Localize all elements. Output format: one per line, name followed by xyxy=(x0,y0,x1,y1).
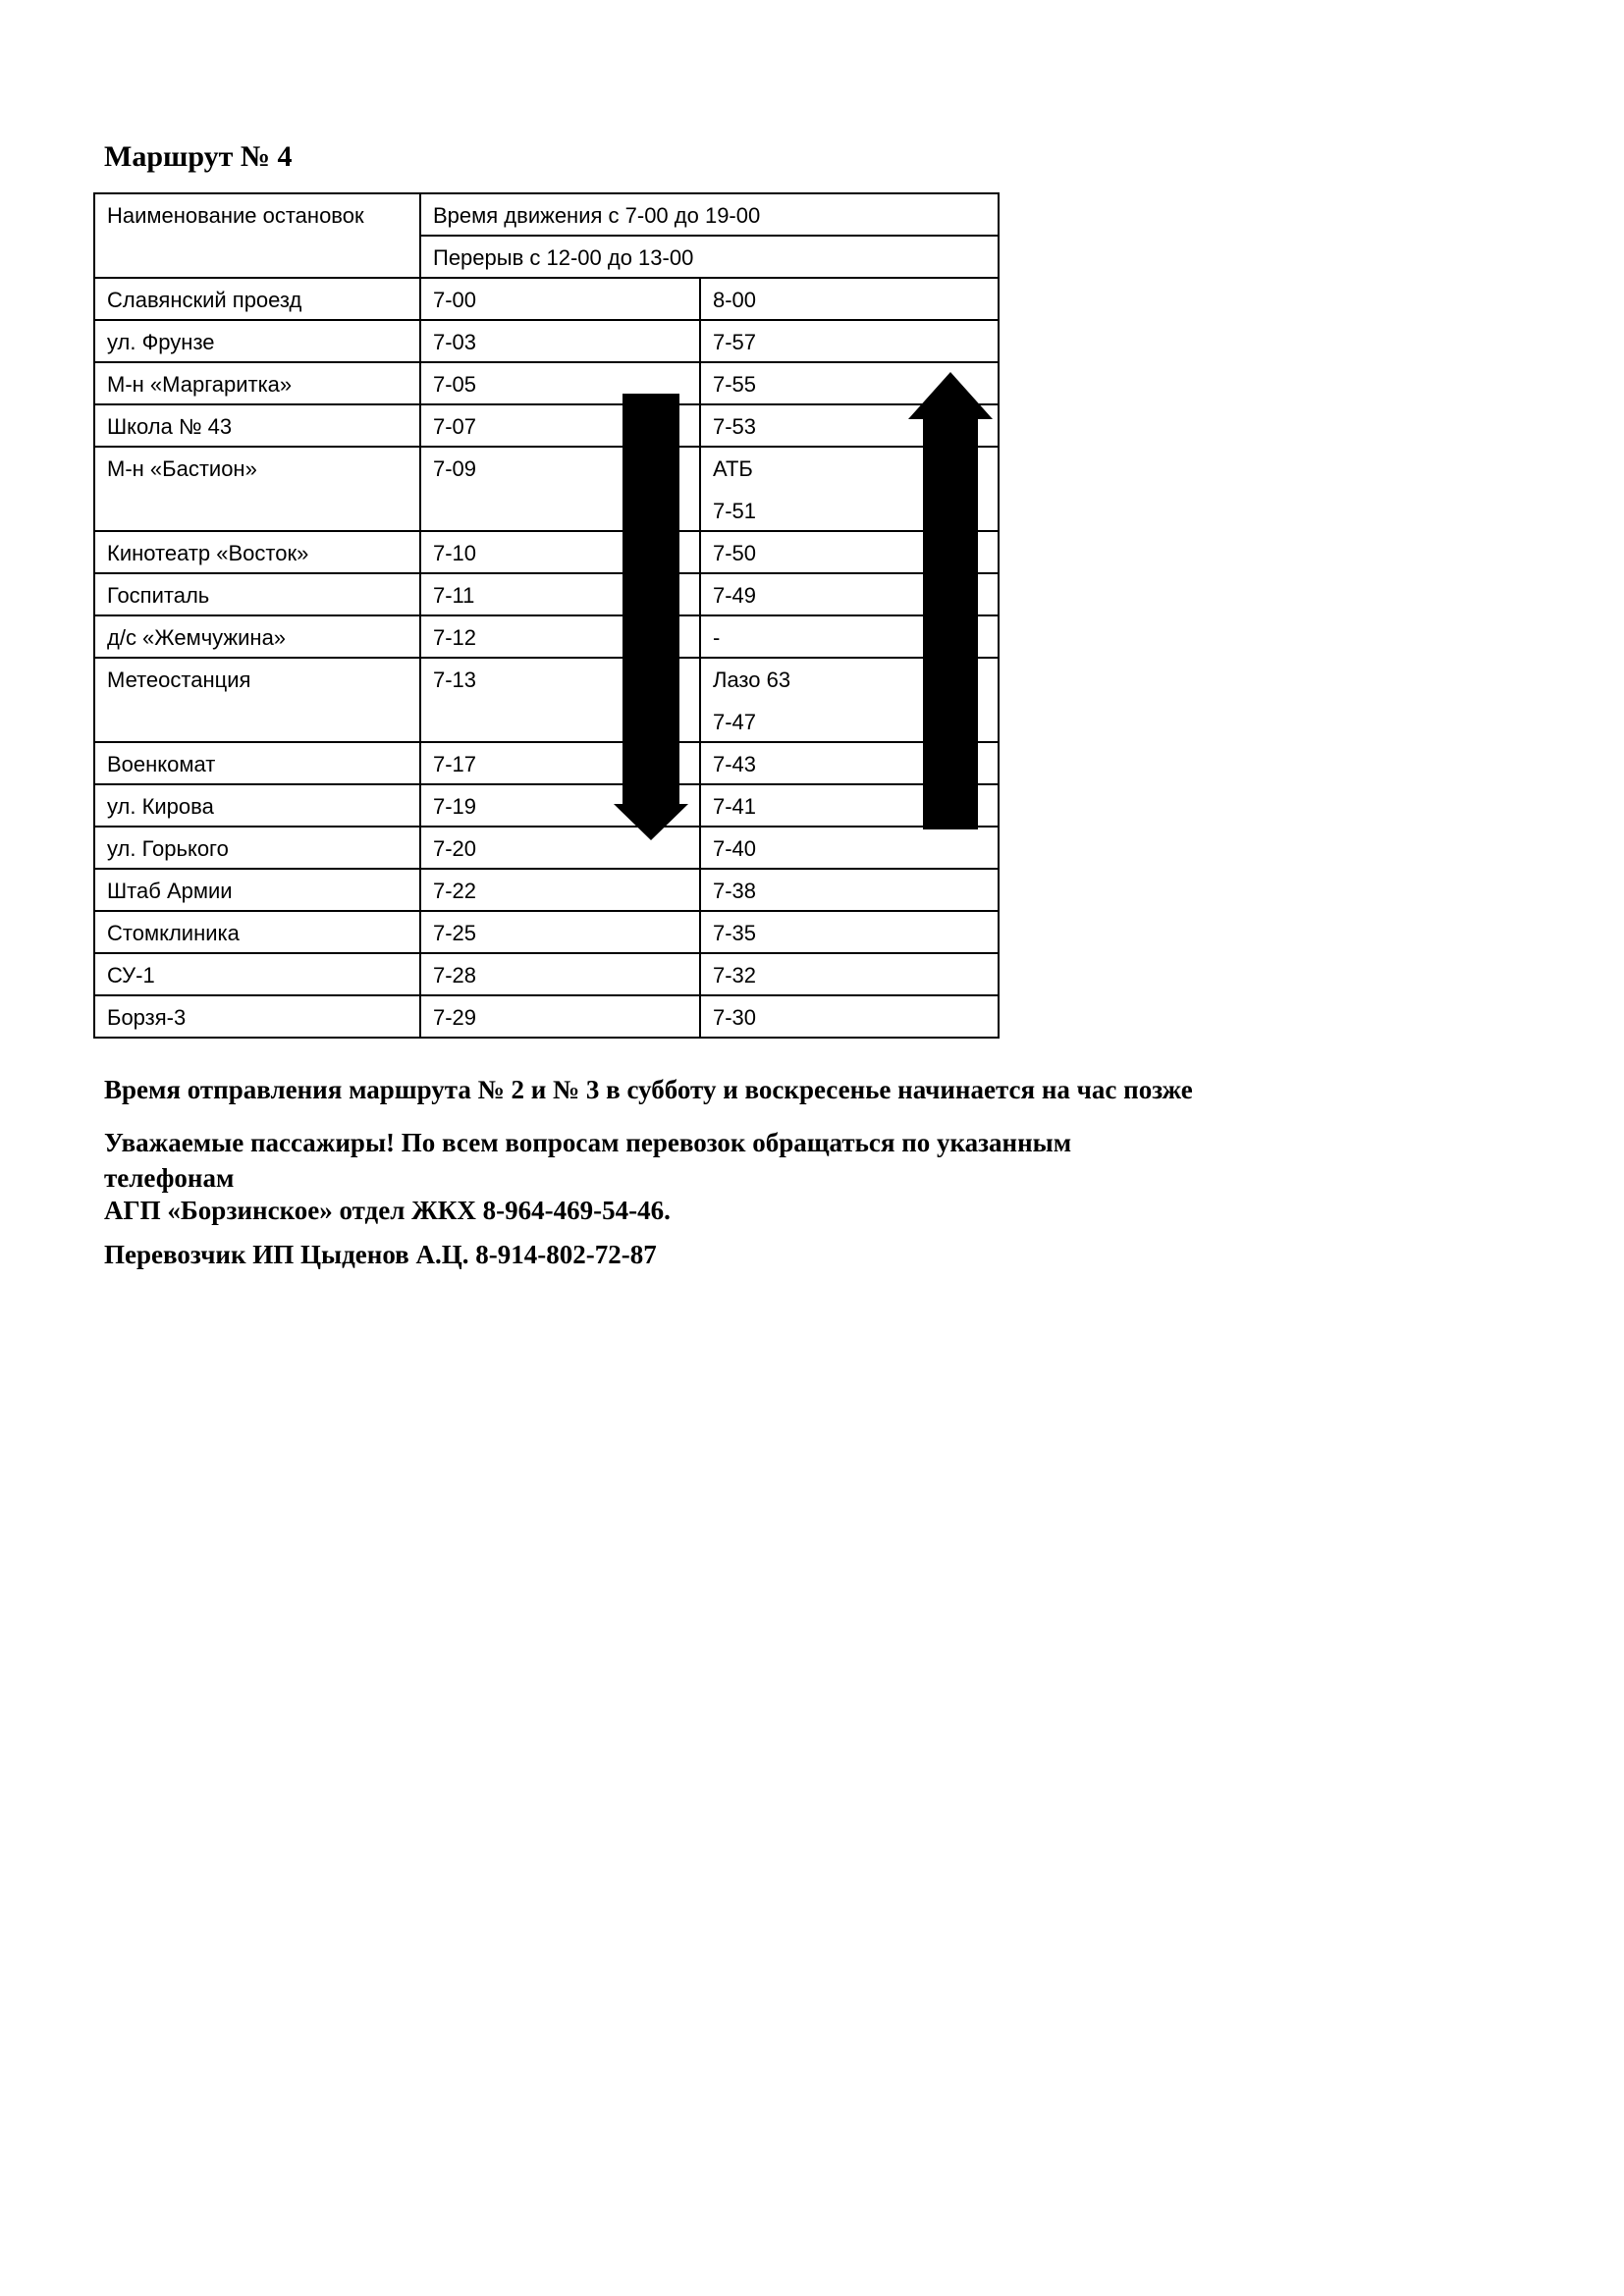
return-time-cell xyxy=(700,869,999,911)
table-row xyxy=(94,531,999,573)
header-row-1 xyxy=(94,193,999,236)
return-time: 7-55 xyxy=(713,372,757,397)
departure-time: 7-22 xyxy=(420,869,700,911)
return-time: 7-40 xyxy=(713,836,757,861)
note-carrier-contact: Перевозчик ИП Цыденов А.Ц. 8-914-802-72-87 xyxy=(104,1240,657,1269)
stop-name: Военкомат xyxy=(94,742,420,784)
table-row xyxy=(94,404,999,447)
return-time: 7-43 xyxy=(713,752,757,776)
table-row xyxy=(94,658,999,742)
return-time: 7-38 xyxy=(713,879,757,903)
route-title: Маршрут № 4 xyxy=(104,140,293,173)
return-time: 7-30 xyxy=(713,1005,757,1030)
stop-name: Метеостанция xyxy=(94,658,420,742)
stop-name: М-н «Бастион» xyxy=(94,447,420,531)
stop-name: д/с «Жемчужина» xyxy=(94,615,420,658)
stop-name: Стомклиника xyxy=(94,911,420,953)
table-row xyxy=(94,953,999,995)
stop-name: Славянский проезд xyxy=(94,278,420,320)
return-time: 7-35 xyxy=(713,921,757,945)
table-row xyxy=(94,278,999,320)
stops-column-header: Наименование остановок xyxy=(94,193,420,278)
return-time-cell xyxy=(700,911,999,953)
return-time: 8-00 xyxy=(713,288,757,312)
departure-time: 7-09 xyxy=(420,447,700,531)
return-time-cell xyxy=(700,827,999,869)
stop-name: ул. Фрунзе xyxy=(94,320,420,362)
note-passengers-info-line2: телефонам xyxy=(104,1163,235,1193)
departure-time: 7-12 xyxy=(420,615,700,658)
return-time-extra: 7-51 xyxy=(713,499,757,523)
departure-time: 7-13 xyxy=(420,658,700,742)
note-passengers-info-line1: Уважаемые пассажиры! По всем вопросам перевозок обращаться по указанным xyxy=(104,1128,1072,1157)
return-time: 7-50 xyxy=(713,541,757,565)
schedule-table xyxy=(93,192,1000,1039)
stop-name: СУ-1 xyxy=(94,953,420,995)
table-row xyxy=(94,362,999,404)
stop-name: ул. Горького xyxy=(94,827,420,869)
return-time-cell xyxy=(700,995,999,1038)
return-time: 7-32 xyxy=(713,963,757,988)
stop-name: Кинотеатр «Восток» xyxy=(94,531,420,573)
departure-time: 7-05 xyxy=(420,362,700,404)
table-row xyxy=(94,995,999,1038)
stop-name: Штаб Армии xyxy=(94,869,420,911)
table-row xyxy=(94,784,999,827)
return-time: 7-57 xyxy=(713,330,757,354)
departure-time: 7-19 xyxy=(420,784,700,827)
table-row xyxy=(94,827,999,869)
stop-name: Борзя-3 xyxy=(94,995,420,1038)
departure-time: 7-25 xyxy=(420,911,700,953)
return-time-cell xyxy=(700,320,999,362)
departure-time: 7-29 xyxy=(420,995,700,1038)
return-time: 7-41 xyxy=(713,794,757,819)
departure-time: 7-03 xyxy=(420,320,700,362)
return-time-extra: 7-47 xyxy=(713,710,757,734)
table-row xyxy=(94,447,999,531)
note-agp-contact: АГП «Борзинское» отдел ЖКХ 8-964-469-54-46. xyxy=(104,1196,671,1225)
stop-name: ул. Кирова xyxy=(94,784,420,827)
return-time: - xyxy=(713,625,721,650)
table-row xyxy=(94,742,999,784)
note-weekend-schedule: Время отправления маршрута № 2 и № 3 в субботу и воскресенье начинается на час позже xyxy=(104,1075,1193,1104)
departure-time: 7-10 xyxy=(420,531,700,573)
note-passengers-info xyxy=(104,1125,1071,1196)
departure-time: 7-11 xyxy=(420,573,700,615)
return-time: Лазо 63 xyxy=(713,667,791,692)
return-time: 7-49 xyxy=(713,583,757,608)
table-row xyxy=(94,615,999,658)
return-time: АТБ xyxy=(713,456,753,481)
departure-time: 7-17 xyxy=(420,742,700,784)
table-row xyxy=(94,573,999,615)
departure-time: 7-07 xyxy=(420,404,700,447)
stop-name: Госпиталь xyxy=(94,573,420,615)
down-arrow-icon xyxy=(614,394,688,840)
up-arrow-icon xyxy=(908,372,993,829)
departure-time: 7-20 xyxy=(420,827,700,869)
departure-time: 7-28 xyxy=(420,953,700,995)
table-row xyxy=(94,869,999,911)
return-time-cell xyxy=(700,953,999,995)
table-row xyxy=(94,320,999,362)
break-header: Перерыв с 12-00 до 13-00 xyxy=(420,236,999,278)
time-range-header: Время движения с 7-00 до 19-00 xyxy=(420,193,999,236)
stop-name: М-н «Маргаритка» xyxy=(94,362,420,404)
table-row xyxy=(94,911,999,953)
return-time: 7-53 xyxy=(713,414,757,439)
return-time-cell xyxy=(700,278,999,320)
stop-name: Школа № 43 xyxy=(94,404,420,447)
departure-time: 7-00 xyxy=(420,278,700,320)
